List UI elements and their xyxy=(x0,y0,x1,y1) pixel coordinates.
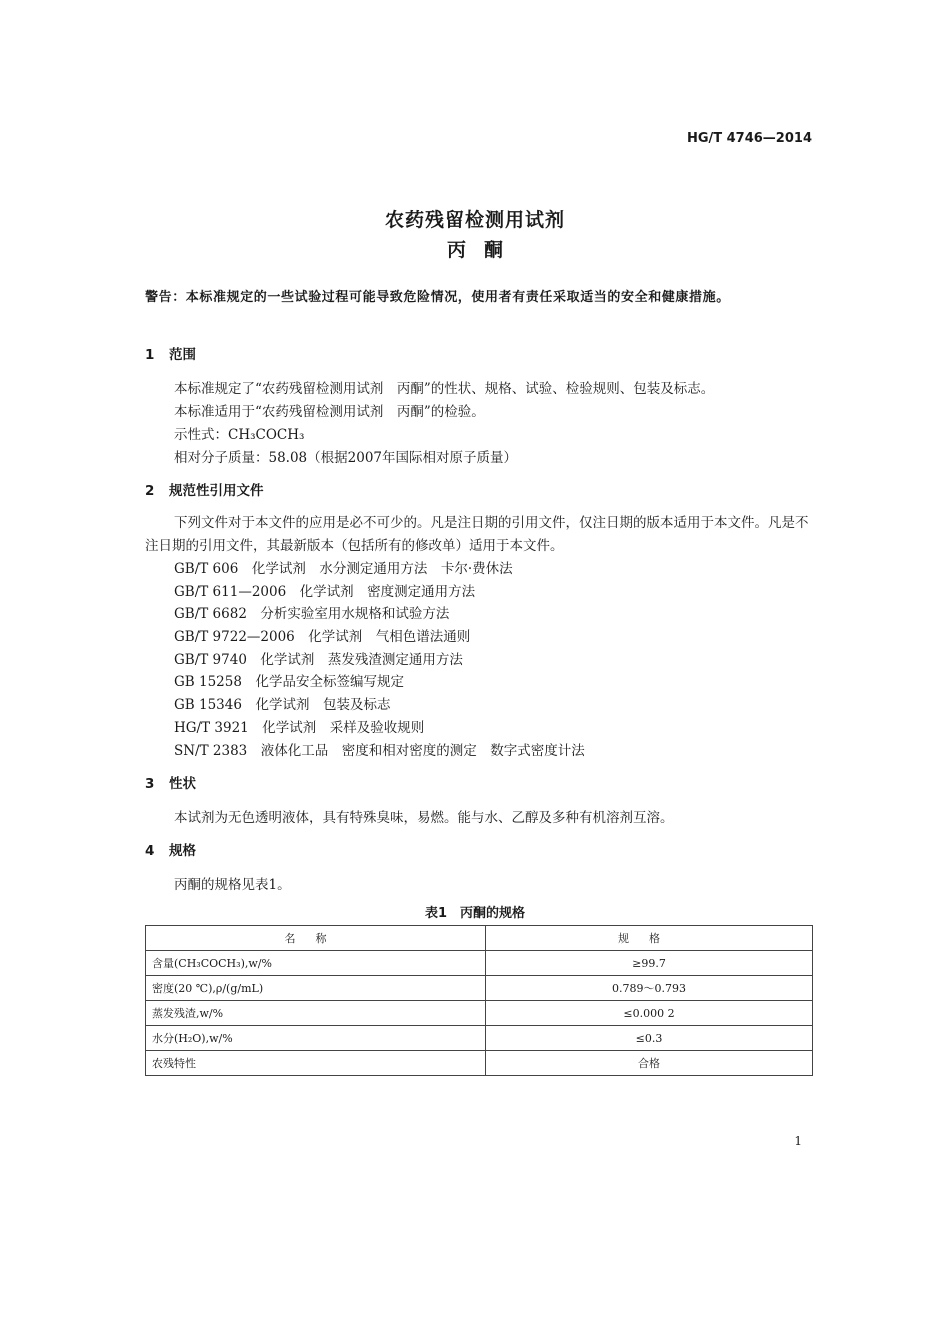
document-code: HG/T 4746—2014 xyxy=(686,131,812,146)
section-number: 2 xyxy=(145,483,155,499)
table-header-row xyxy=(146,926,813,951)
table-cell: 合格 xyxy=(486,1051,813,1076)
column-header-name: 名称 xyxy=(146,926,486,951)
table-title: 表1 丙酮的规格 xyxy=(424,906,526,921)
table-cell: 含量(CH₃COCH₃),w/% xyxy=(146,951,486,976)
section-number: 3 xyxy=(145,776,155,792)
reference-item: GB 15346 化学试剂 包装及标志 xyxy=(174,697,391,713)
reference-item: SN/T 2383 液体化工品 密度和相对密度的测定 数字式密度计法 xyxy=(174,743,585,759)
table-cell: 蒸发残渣,w/% xyxy=(146,1001,486,1026)
table-row xyxy=(146,976,813,1001)
spec-table xyxy=(145,925,813,1076)
table-row xyxy=(146,1026,813,1051)
spec-intro: 丙酮的规格见表1。 xyxy=(174,877,291,893)
table-cell: ≤0.000 2 xyxy=(486,1001,813,1026)
references-intro: 下列文件对于本文件的应用是必不可少的。凡是注日期的引用文件，仅注日期的版本适用于本文件。凡是不注日期的引用文件，其最新版本（包括所有的修改单）适用于本文件。 xyxy=(145,515,809,554)
reference-item: GB/T 9722—2006 化学试剂 气相色谱法通则 xyxy=(174,629,471,645)
section-title: 范围 xyxy=(169,347,196,363)
table-cell: ≥99.7 xyxy=(486,951,813,976)
reference-item: HG/T 3921 化学试剂 采样及验收规则 xyxy=(174,720,425,736)
table-cell: 0.789～0.793 xyxy=(486,976,813,1001)
section-title: 规格 xyxy=(169,843,196,859)
reference-item: GB/T 6682 分析实验室用水规格和试验方法 xyxy=(174,606,450,622)
table-row xyxy=(146,1051,813,1076)
section-heading-references xyxy=(145,479,264,499)
section-title: 性状 xyxy=(169,776,196,792)
section-number: 1 xyxy=(145,347,155,363)
section-title: 规范性引用文件 xyxy=(169,483,264,499)
section-heading-properties xyxy=(145,772,196,792)
page-number: 1 xyxy=(794,1134,802,1148)
reference-item: GB/T 611—2006 化学试剂 密度测定通用方法 xyxy=(174,584,476,600)
properties-text: 本试剂为无色透明液体，具有特殊臭味，易燃。能与水、乙醇及多种有机溶剂互溶。 xyxy=(174,810,674,826)
document-subtitle: 丙酮 xyxy=(446,239,521,261)
section-heading-specification xyxy=(145,839,196,859)
scope-line: 本标准适用于“农药残留检测用试剂 丙酮”的检验。 xyxy=(174,404,485,420)
formula-line: 示性式：CH₃COCH₃ xyxy=(174,427,305,443)
molecular-mass-line: 相对分子质量：58.08（根据2007年国际相对原子质量） xyxy=(174,450,518,466)
table-row xyxy=(146,951,813,976)
section-heading-scope xyxy=(145,343,196,363)
column-header-spec: 规格 xyxy=(486,926,813,951)
table-row xyxy=(146,1001,813,1026)
table-cell: 密度(20 ℃),ρ/(g/mL) xyxy=(146,976,486,1001)
reference-item: GB/T 9740 化学试剂 蒸发残渣测定通用方法 xyxy=(174,652,463,668)
section-number: 4 xyxy=(145,843,155,859)
table-cell: 水分(H₂O),w/% xyxy=(146,1026,486,1051)
scope-line: 本标准规定了“农药残留检测用试剂 丙酮”的性状、规格、试验、检验规则、包装及标志。 xyxy=(174,381,715,397)
reference-item: GB 15258 化学品安全标签编写规定 xyxy=(174,674,404,690)
table-cell: 农残特性 xyxy=(146,1051,486,1076)
document-title: 农药残留检测用试剂 xyxy=(384,209,565,231)
safety-warning: 警告：本标准规定的一些试验过程可能导致危险情况，使用者有责任采取适当的安全和健康措施。 xyxy=(145,290,730,305)
table-cell: ≤0.3 xyxy=(486,1026,813,1051)
reference-item: GB/T 606 化学试剂 水分测定通用方法 卡尔·费休法 xyxy=(174,561,513,577)
